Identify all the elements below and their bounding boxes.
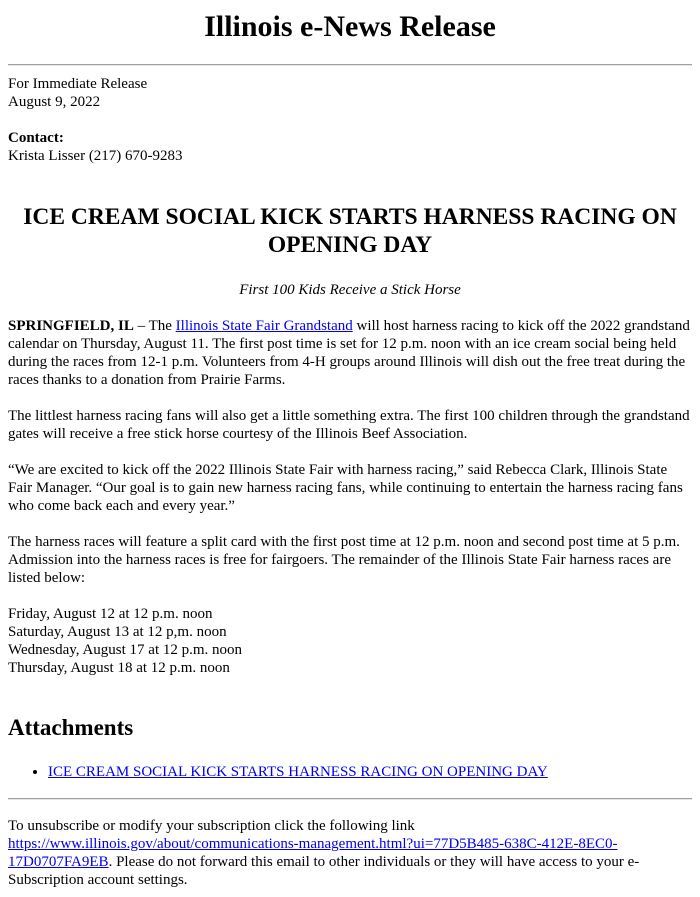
paragraph-3: “We are excited to kick off the 2022 Illinois State Fair with harness racing,” said Rebecca Clark, Illinois State Fair Manager. “Our goal is to gain new harness racing fans, while continuing to entertain the harness racing fans who come back each and every year.” <box>8 462 683 514</box>
attachments-list <box>8 763 692 781</box>
attachment-item <box>48 763 692 781</box>
paragraph-1 <box>8 317 692 389</box>
release-label: For Immediate Release <box>8 76 148 92</box>
release-meta <box>8 75 692 111</box>
article-subhead: First 100 Kids Receive a Stick Horse <box>239 282 461 298</box>
attachments-heading: Attachments <box>8 715 134 740</box>
dateline: SPRINGFIELD, IL <box>8 318 134 334</box>
contact-label: Contact: <box>8 130 64 146</box>
bottom-divider <box>8 798 692 800</box>
paragraph-4: The harness races will feature a split card with the first post time at 12 p.m. noon and second post time at 5 p.m. Admission into the harness races is free for fairgoers. The remainder of the Illinois State Fair harness races are listed below: <box>8 534 680 586</box>
page-title: Illinois e-News Release <box>204 10 496 43</box>
dateline-dash: – The <box>133 318 176 334</box>
contact-block <box>8 129 692 165</box>
grandstand-link[interactable]: Illinois State Fair Grandstand <box>175 318 353 334</box>
footer-intro: To unsubscribe or modify your subscription click the following link <box>8 818 415 834</box>
paragraph-2: The littlest harness racing fans will also get a little something extra. The first 100 children through the grandstand gates will receive a free stick horse courtesy of the Illinois Beef Association. <box>8 408 690 442</box>
contact-value: Krista Lisser (217) 670-9283 <box>8 148 183 164</box>
paragraph-1-text: will host harness racing to kick off the 2022 grandstand calendar on Thursday, August 11. The first post time is set for 12 p.m. noon with an ice cream social being held during the races from 12-1 p.m. Volunteers from 4-H groups around Illinois will dish out the free treat during the races thanks to a donation from Prairie Farms. <box>8 318 690 388</box>
release-date: August 9, 2022 <box>8 94 101 110</box>
footer-body <box>8 835 692 889</box>
footer <box>8 817 692 889</box>
schedule-item: Friday, August 12 at 12 p.m. noon <box>8 606 213 622</box>
schedule-item: Saturday, August 13 at 12 p,m. noon <box>8 624 227 640</box>
top-divider <box>8 64 692 66</box>
attachment-link[interactable]: ICE CREAM SOCIAL KICK STARTS HARNESS RACING ON OPENING DAY <box>48 764 548 780</box>
race-schedule <box>8 605 692 677</box>
footer-rest: . Please do not forward this email to other individuals or they will have access to your e-Subscription account settings. <box>8 854 640 888</box>
schedule-item: Wednesday, August 17 at 12 p.m. noon <box>8 642 243 658</box>
subscription-link[interactable]: https://www.illinois.gov/about/communications-management.html?ui=77D5B485-638C-412E-8EC0-17D0707FA9EB <box>8 836 618 870</box>
schedule-item: Thursday, August 18 at 12 p.m. noon <box>8 660 230 676</box>
article-headline: ICE CREAM SOCIAL KICK STARTS HARNESS RACING ON OPENING DAY <box>23 204 677 258</box>
